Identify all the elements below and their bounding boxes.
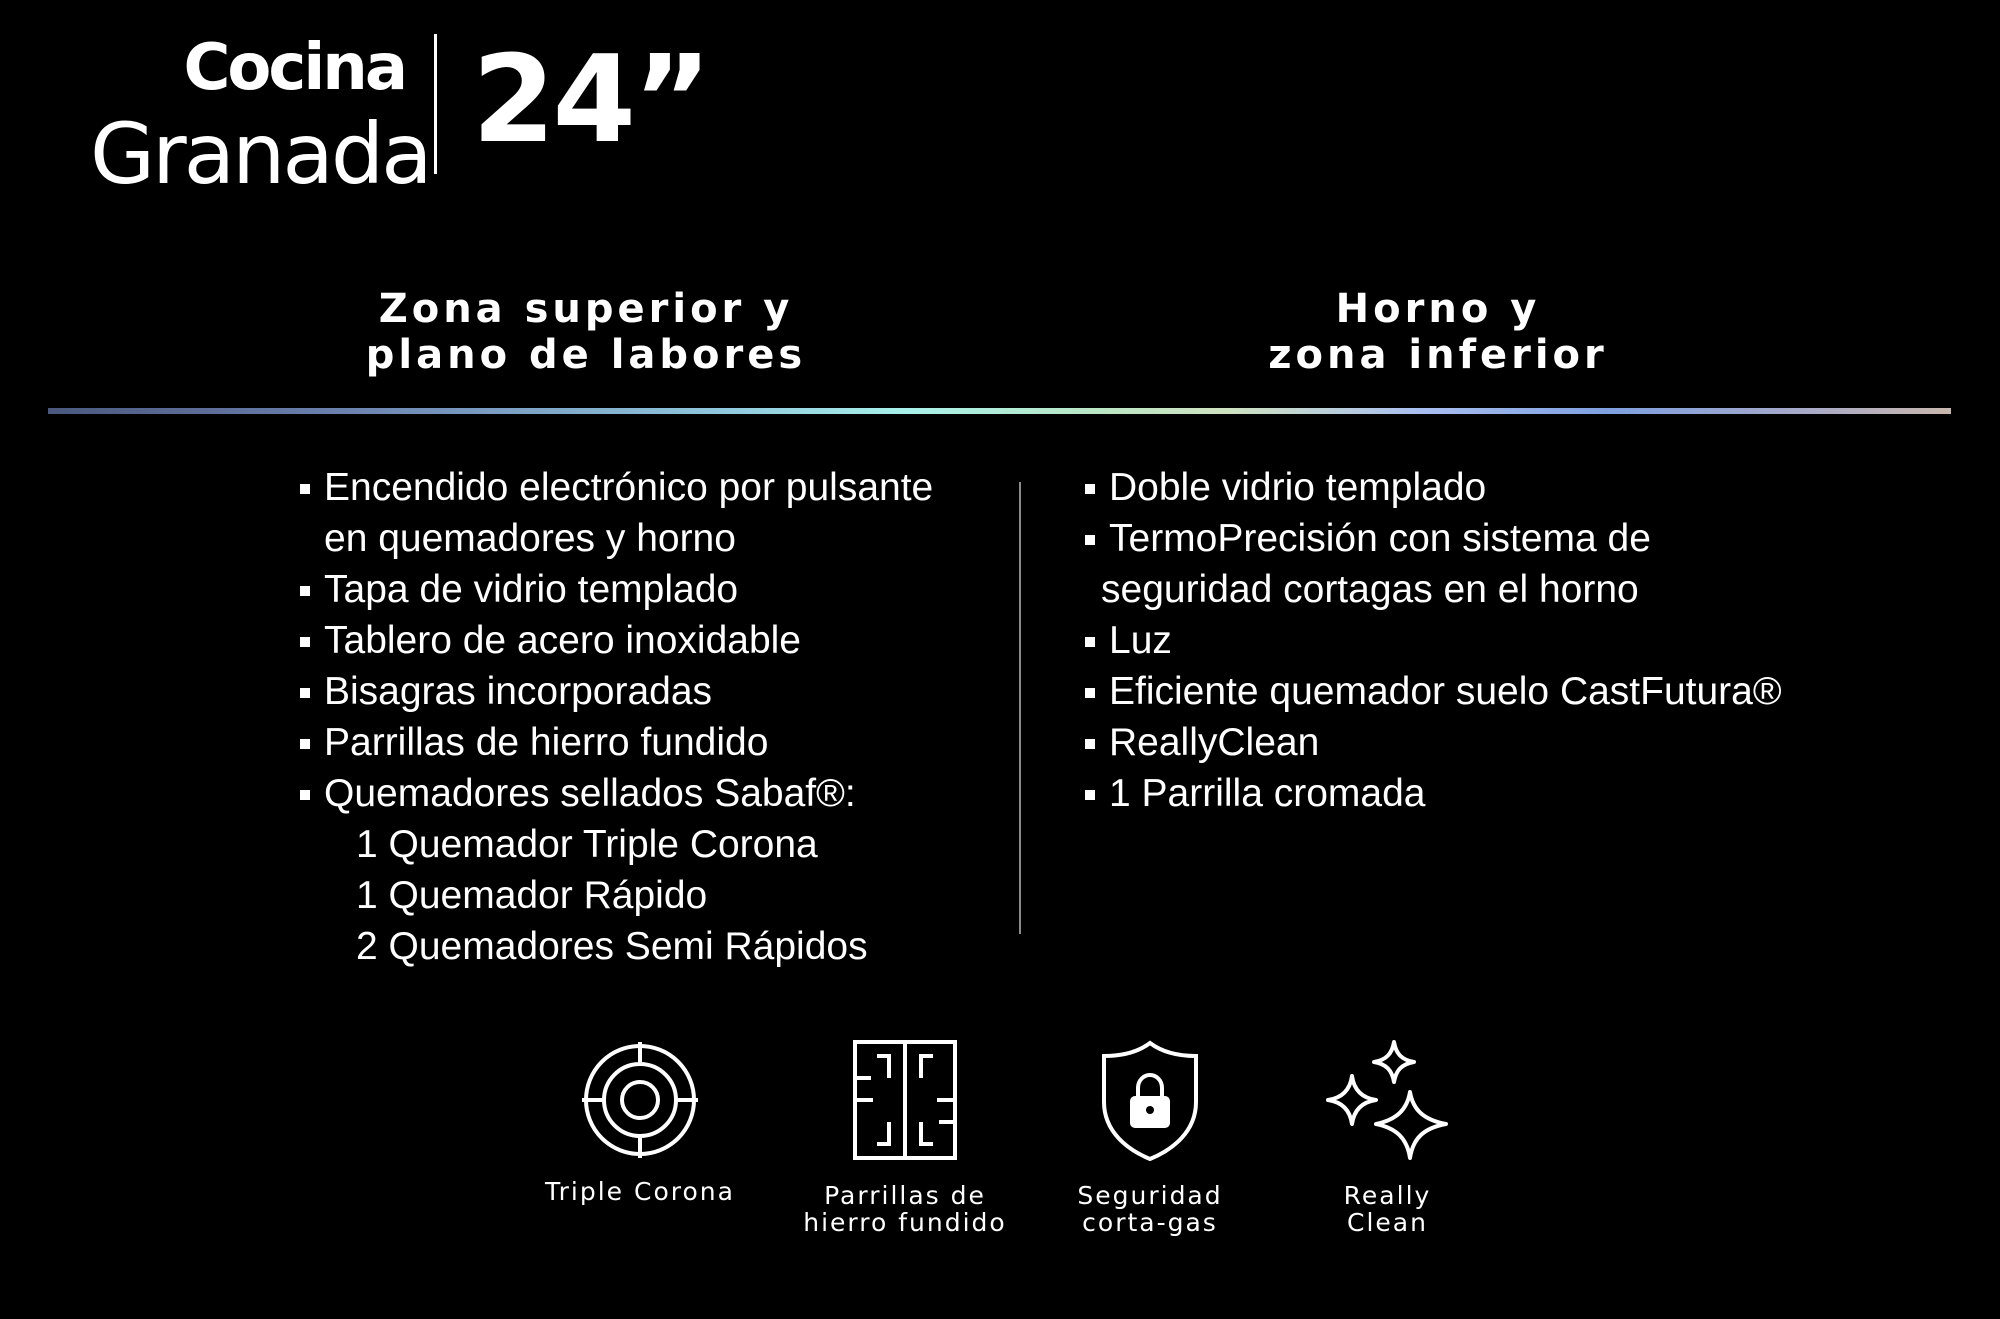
feature-item: Quemadores sellados Sabaf®: [296, 768, 1016, 819]
feature-item: Encendido electrónico por pulsante [296, 462, 1016, 513]
column-divider [1019, 482, 1021, 934]
gradient-divider [48, 408, 1951, 414]
feature-item: Tablero de acero inoxidable [296, 615, 1016, 666]
feature-subitem: 1 Quemador Triple Corona [356, 823, 818, 866]
icon-label-triple-corona [540, 1178, 740, 1205]
shield-lock-icon [1100, 1040, 1200, 1162]
feature-subitem: 1 Quemador Rápido [356, 874, 708, 917]
feature-safety-cutoff [1060, 1040, 1240, 1236]
feature-really-clean [1300, 1040, 1475, 1236]
feature-item: 1 Parrilla cromada [1081, 768, 1931, 819]
heading-top-zone-line1: Zona superior y [378, 286, 794, 332]
icon-label-line: Parrillas de [824, 1181, 986, 1210]
feature-item-continuation: seguridad cortagas en el horno [1101, 568, 1639, 611]
heading-oven-zone-line1: Horno y [1335, 286, 1541, 332]
feature-item: Bisagras incorporadas [296, 666, 1016, 717]
feature-subitem: 2 Quemadores Semi Rápidos [356, 925, 868, 968]
feature-triple-corona [540, 1040, 740, 1205]
feature-item-continuation: en quemadores y horno [324, 517, 736, 560]
oven-zone-feature-list [1081, 462, 1931, 819]
sparkles-icon [1326, 1040, 1450, 1162]
feature-item: Doble vidrio templado [1081, 462, 1931, 513]
brand-line-cocina: Cocina [183, 31, 405, 105]
top-zone-feature-list [296, 462, 1016, 972]
icon-label-really-clean [1300, 1182, 1475, 1236]
feature-item: Eficiente quemador suelo CastFutura® [1081, 666, 1931, 717]
icon-label-line: Really [1343, 1181, 1432, 1210]
burner-icon [580, 1040, 700, 1160]
feature-item: Tapa de vidrio templado [296, 564, 1016, 615]
brand-size: 24” [472, 31, 709, 170]
icon-label-safety [1060, 1182, 1240, 1236]
feature-item: ReallyClean [1081, 717, 1931, 768]
icon-label-line: Clean [1347, 1208, 1428, 1237]
heading-oven-zone-line2: zona inferior [1268, 332, 1608, 378]
icon-label-line: hierro fundido [803, 1208, 1007, 1237]
heading-oven-zone [1088, 286, 1788, 378]
brand-title [90, 30, 430, 203]
icon-label-line: corta-gas [1082, 1208, 1218, 1237]
feature-item: Parrillas de hierro fundido [296, 717, 1016, 768]
grate-icon [853, 1040, 957, 1160]
brand-divider [434, 34, 437, 174]
heading-top-zone [236, 286, 936, 378]
heading-top-zone-line2: plano de labores [365, 332, 807, 378]
feature-item: TermoPrecisión con sistema de [1081, 513, 1931, 564]
feature-item: Luz [1081, 615, 1931, 666]
icon-label-grates [800, 1182, 1010, 1236]
feature-cast-iron-grates [800, 1040, 1010, 1236]
icon-label-line: Seguridad [1077, 1181, 1223, 1210]
icon-label-line: Triple Corona [545, 1177, 735, 1206]
brand-line-granada: Granada [90, 105, 430, 203]
